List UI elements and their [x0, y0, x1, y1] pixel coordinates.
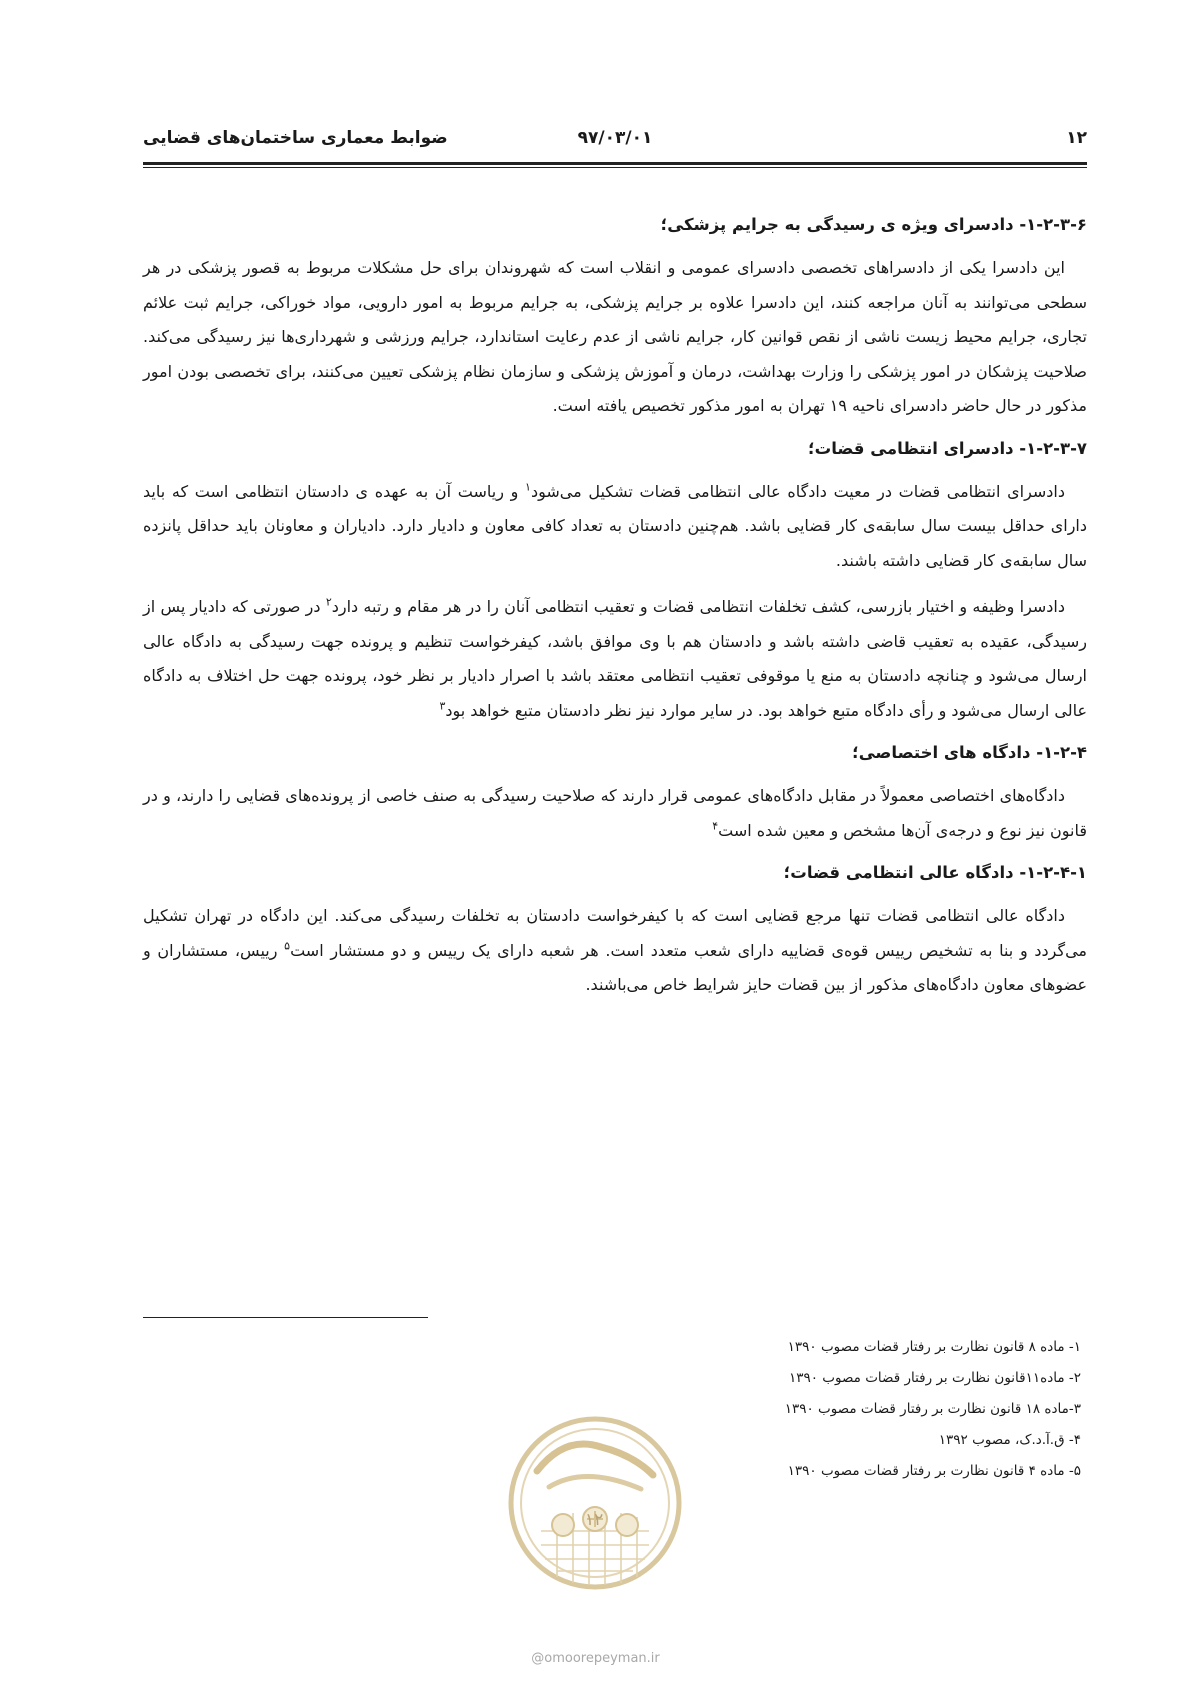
paragraph-text: رییس، مستشاران و عضوهای معاون دادگاه‌های مذکور از بین قضات حایز شرایط خاص می‌باشند. — [143, 940, 1087, 994]
stamp-page-mark: ۱۲ — [585, 1510, 604, 1530]
main-content — [143, 212, 1087, 1015]
footnote-ref[interactable]: ۱ — [525, 480, 531, 494]
footnote-item: ۴- ق.آ.د.ک، مصوب ۱۳۹۲ — [938, 1432, 1081, 1448]
paragraph — [143, 899, 1087, 1003]
footnote-item: ۱- ماده ۸ قانون نظارت بر رفتار قضات مصوب ۱۳۹۰ — [787, 1339, 1081, 1355]
header-rule-thick — [143, 162, 1087, 165]
paragraph-text: دادگاه‌های اختصاصی معمولاً در مقابل دادگاه‌های عمومی قرار دارند که صلاحیت رسیدگی به صنف خاصی از پرونده‌های قضایی را دارند، و در قانون نیز نوع و درجه‌ی آن‌ها مشخص و معین شده است — [143, 786, 1087, 840]
footnote-ref[interactable]: ۴ — [712, 819, 719, 833]
header-title: ضوابط معماری ساختمان‌های قضایی — [143, 128, 448, 148]
paragraph — [143, 590, 1087, 728]
watermark-url[interactable]: @omoorepeyman.ir — [531, 1651, 660, 1666]
footnote-ref[interactable]: ۵ — [284, 939, 291, 953]
footnote-item: ۲- ماده۱۱قانون نظارت بر رفتار قضات مصوب ۱۳۹۰ — [788, 1370, 1081, 1386]
paragraph-text: دادسرا وظیفه و اختیار بازرسی، کشف تخلفات انتظامی قضات و تعقیب انتظامی آنان را در هر مقام و رتبه دارد — [331, 597, 1066, 616]
header-date: ۹۷/۰۳/۰۱ — [577, 128, 653, 148]
paragraph-text: در صورتی که دادیار پس از رسیدگی، عقیده به تعقیب قاضی داشته باشد و دادستان هم با وی موافق باشد، کیفرخواست تنظیم و پرونده جهت رسیدگی به دادگاه عالی ارسال می‌شود و چنانچه دادستان به منع یا موقوفی تعقیب انتظامی معتقد باشد با اصرار دادیار بر نظر خود، پرونده جهت حل اختلاف به دادگاه عالی ارسال می‌شود و رأی دادگاه متبع خواهد بود. در سایر موارد نیز نظر دادستان متبع خواهد بود — [143, 597, 1087, 720]
footnote-ref[interactable]: ۲ — [325, 595, 332, 609]
section-heading: ۱-۲-۴- دادگاه های اختصاصی؛ — [852, 743, 1087, 762]
section-heading: ۱-۲-۳-۶- دادسرای ویژه ی رسیدگی به جرایم پزشکی؛ — [660, 215, 1087, 234]
header-rule-thin — [143, 167, 1087, 168]
footnote-separator — [143, 1317, 428, 1318]
paragraph-text: دادگاه عالی انتظامی قضات تنها مرجع قضایی است که با کیفرخواست دادستان به تخلفات رسیدگی می‌کند. این دادگاه در تهران تشکیل می‌گردد و بنا به تشخیص رییس قوه‌ی قضاییه دارای شعب متعدد است. هر شعبه دارای یک رییس و دو مستشار است — [143, 906, 1087, 960]
header-page-number: ۱۲ — [1066, 128, 1087, 148]
paragraph — [143, 475, 1087, 579]
paragraph: این دادسرا یکی از دادسراهای تخصصی دادسرای عمومی و انقلاب است که شهروندان برای حل مشکلات مربوط به قصور پزشکی در هر سطحی می‌توانند به آنان مراجعه کنند، این دادسرا علاوه بر جرایم پزشکی، به جرایم مربوط به امور دارویی، مواد خوراکی، جرایم ثبت علائم تجاری، جرایم محیط زیست ناشی از نقص قوانین کار، جرایم ناشی از عدم رعایت استاندارد، جرایم ورزشی و شهرداری‌ها نیز رسیدگی می‌کند. صلاحیت پزشکان در امور پزشکی را وزارت بهداشت، درمان و آموزش پزشکی و سازمان نظام پزشکی تعیین می‌کنند، برای تخصصی بودن امور مذکور در حال حاضر دادسرای ناحیه ۱۹ تهران به امور مذکور تخصیص یافته است. — [143, 258, 1087, 415]
footnote-ref[interactable]: ۳ — [439, 699, 446, 713]
section-heading: ۱-۲-۳-۷- دادسرای انتظامی قضات؛ — [808, 438, 1087, 458]
paragraph-text: دادسرای انتظامی قضات در معیت دادگاه عالی انتظامی قضات تشکیل می‌شود — [530, 481, 1065, 501]
page-header — [143, 128, 1087, 158]
paragraph-text: و ریاست آن به عهده ی دادستان انتظامی است که باید دارای حداقل بیست سال سابقه‌ی کار قضایی باشد. هم‌چنین دادستان به تعداد کافی معاون و دادیار دارد. دادیاران و معاونان باید حداقل پانزده سال سابقه‌ی کار قضایی داشته باشند. — [143, 481, 1087, 570]
footnote-item: ۳-ماده ۱۸ قانون نظارت بر رفتار قضات مصوب ۱۳۹۰ — [784, 1401, 1081, 1417]
paragraph — [143, 779, 1087, 848]
publisher-stamp-logo — [505, 1413, 685, 1593]
section-heading: ۱-۲-۴-۱- دادگاه عالی انتظامی قضات؛ — [783, 863, 1087, 882]
footnote-item: ۵- ماده ۴ قانون نظارت بر رفتار قضات مصوب ۱۳۹۰ — [787, 1463, 1081, 1479]
